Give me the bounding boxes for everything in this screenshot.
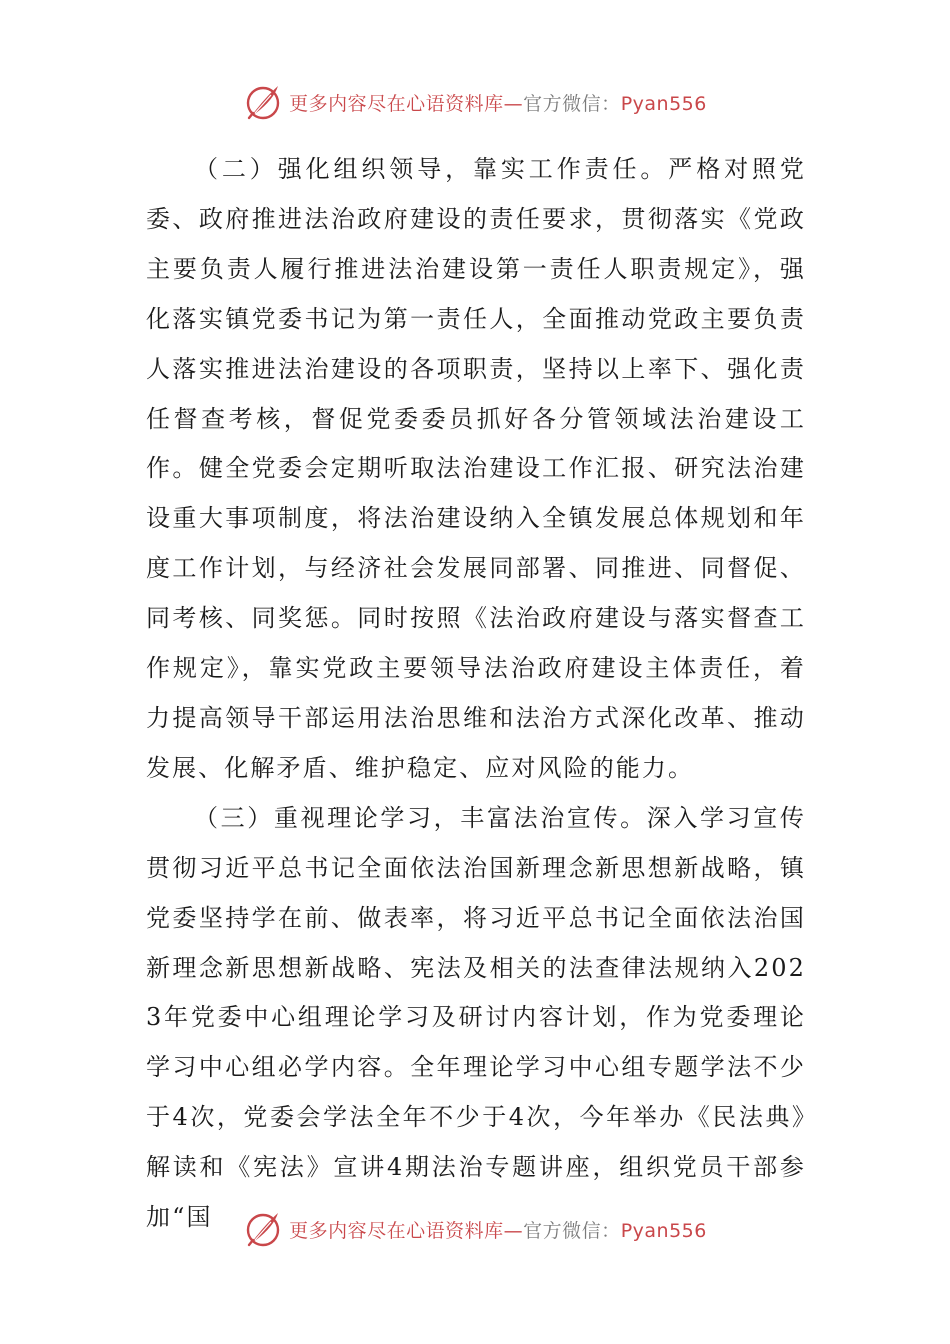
watermark-dash: — (503, 1219, 524, 1242)
watermark-dash: — (503, 92, 524, 115)
watermark-text (289, 1216, 707, 1243)
watermark-brand: 更多内容尽在心语资料库 (289, 92, 504, 115)
watermark-wechat-id: Pyan556 (620, 1219, 707, 1242)
watermark-banner-bottom (0, 1207, 950, 1251)
watermark-official-label: 官方微信： (523, 92, 621, 115)
watermark-text (289, 89, 707, 116)
quill-pen-logo-icon (243, 1209, 283, 1249)
watermark-banner-top (0, 80, 950, 124)
watermark-brand: 更多内容尽在心语资料库 (289, 1219, 504, 1242)
document-body (146, 145, 806, 1243)
quill-pen-logo-icon (243, 82, 283, 122)
watermark-wechat-id: Pyan556 (620, 92, 707, 115)
paragraph-3: （三）重视理论学习，丰富法治宣传。深入学习宣传贯彻习近平总书记全面依法治国新理念新思想新战略，镇党委坚持学在前、做表率，将习近平总书记全面依法治国新理念新思想新战略、宪法及相关的法查律法规纳入2023年党委中心组理论学习及研讨内容计划，作为党委理论学习中心组必学内容。全年理论学习中心组专题学法不少于4次，党委会学法全年不少于4次，今年举办《民法典》解读和《宪法》宣讲4期法治专题讲座，组织党员干部参加“国 (146, 803, 806, 1232)
watermark-official-label: 官方微信： (523, 1219, 621, 1242)
paragraph-2: （二）强化组织领导，靠实工作责任。严格对照党委、政府推进法治政府建设的责任要求，贯彻落实《党政主要负责人履行推进法治建设第一责任人职责规定》，强化落实镇党委书记为第一责任人，全面推动党政主要负责人落实推进法治建设的各项职责，坚持以上率下、强化责任督查考核，督促党委委员抓好各分管领域法治建设工作。健全党委会定期听取法治建设工作汇报、研究法治建设重大事项制度，将法治建设纳入全镇发展总体规划和年度工作计划，与经济社会发展同部署、同推进、同督促、同考核、同奖惩。同时按照《法治政府建设与落实督查工作规定》，靠实党政主要领导法治政府建设主体责任，着力提高领导干部运用法治思维和法治方式深化改革、推动发展、化解矛盾、维护稳定、应对风险的能力。 (146, 155, 806, 782)
